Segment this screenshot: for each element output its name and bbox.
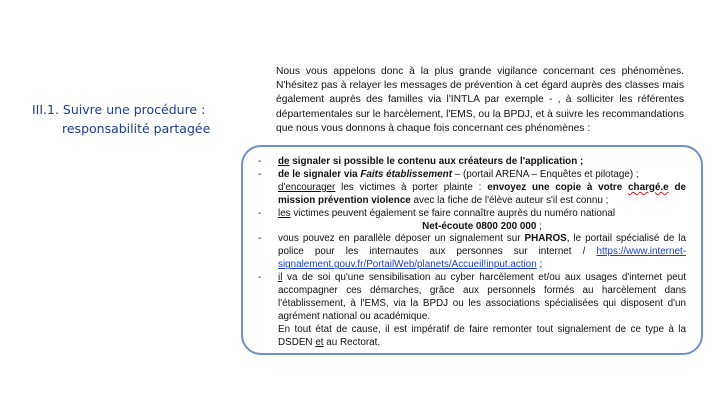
intro-paragraph (276, 65, 684, 136)
closing-text: En tout état de cause, il est impératif de faire remonter tout signalement de ce type à la DSDEN et au Rectorat. (278, 323, 686, 348)
list-item-continuation: d'encourager les victimes à porter plainte : envoyez une copie à votre chargé.e de mission prévention violence avec la fiche de l'élève auteur s'il est connu ; (278, 181, 686, 206)
intro-text: Nous vous appelons donc à la plus grande vigilance concernant ces phénomènes. N'hésitez pas à relayer les messages de prévention à cet égard auprès des classes mais également auprès des familles via l'INTLA par exemple - , à solliciter les référentes départementales sur le harcèlement, l'EMS, ou la BPDJ, et à suivre les recommandations que nous vous donnons à chaque fois concernant ces phénomènes : (276, 66, 684, 134)
slide-title (32, 100, 232, 138)
slide-title-line2: responsabilité partagée (62, 121, 211, 136)
list-dash: - (258, 272, 262, 284)
list-dash: - (258, 156, 262, 167)
list-dash: - (258, 233, 262, 245)
list-item: - il va de soi qu'une sensibilisation au cyber harcèlement et/ou aux usages d'internet peut accompagner ces démarches, grâce aux personnels formés au harcèlement dans l'établissement, à l'EMS, via la BPDJ ou les associations spécialisées qui disposent d'un agrément national ou académique. (258, 272, 686, 322)
list-item: - vous pouvez en parallèle déposer un signalement sur PHAROS, le portail spécialisé de la police pour les internautes aux personnes sur internet / https://www.internet-signalement.gouv.fr/PortailWeb/planets/Accueil!input.action ; (258, 233, 686, 271)
list-dash: - (258, 168, 262, 180)
pharos-link[interactable]: https://www.internet-signalement.gouv.fr/PortailWeb/planets/Accueil!input.action (278, 246, 686, 271)
list-dash: - (258, 207, 262, 219)
slide-title-line1: III.1. Suivre une procédure : (32, 102, 206, 117)
list-item: - de signaler si possible le contenu aux créateurs de l'application ; (258, 156, 584, 167)
phone-number: Net-écoute 0800 200 000 (422, 220, 537, 232)
list-item: - les victimes peuvent également se faire connaître auprès du numéro national Net-écoute 0800 200 000 ; (258, 207, 616, 232)
list-item: - de le signaler via Faits établissement – (portail ARENA – Enquêtes et pilotage) ; (258, 168, 639, 180)
recommendations-list (258, 156, 686, 350)
